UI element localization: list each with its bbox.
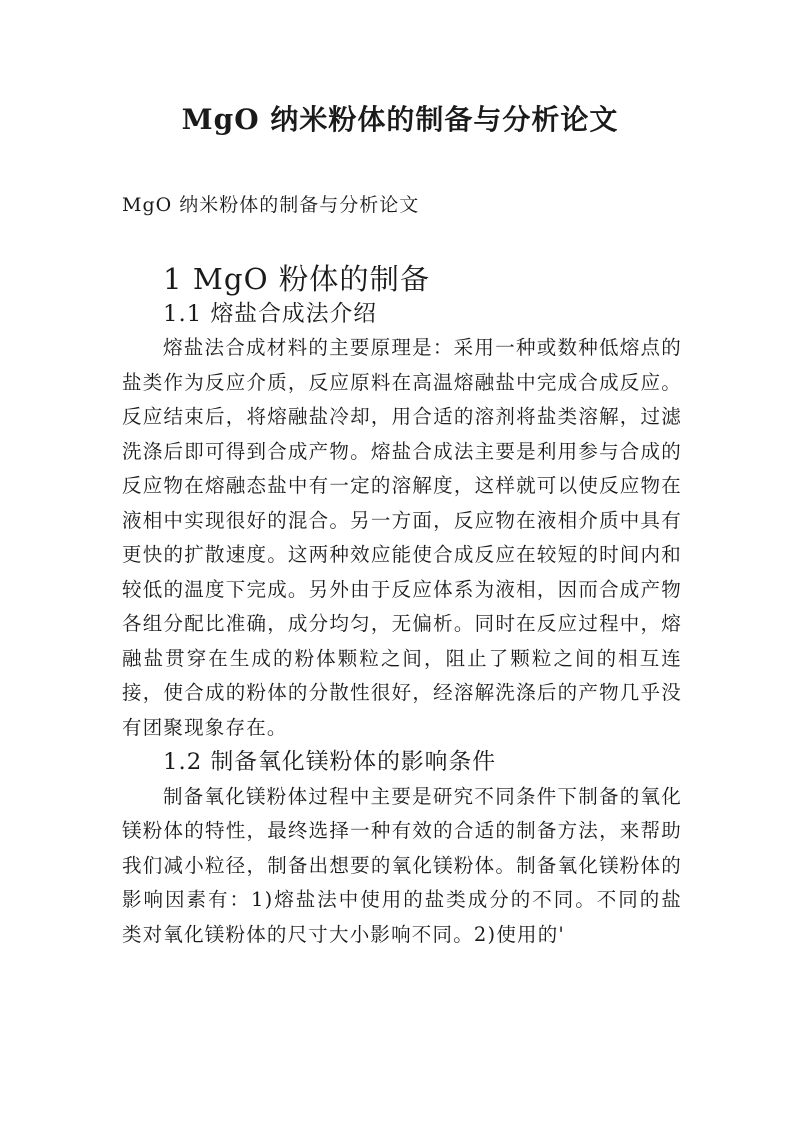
document-title: MgO 纳米粉体的制备与分析论文 xyxy=(181,103,619,136)
paragraph-1-1: 熔盐法合成材料的主要原理是：采用一种或数种低熔点的盐类作为反应介质，反应原料在高温熔融盐中完成合成反应。反应结束后，将熔融盐冷却，用合适的溶剂将盐类溶解，过滤洗涤后即可得到合成产物。熔盐合成法主要是利用参与合成的反应物在熔融态盐中有一定的溶解度，这样就可以使反应物在液相中实现很好的混合。另一方面，反应物在液相介质中具有更快的扩散速度。这两种效应能使合成反应在较短的时间内和较低的温度下完成。另外由于反应体系为液相，因而合成产物各组分配比准确，成分均匀，无偏析。同时在反应过程中，熔融盐贯穿在生成的粉体颗粒之间，阻止了颗粒之间的相互连接，使合成的粉体的分散性很好，经溶解洗涤后的产物几乎没有团聚现象存在。 xyxy=(122,336,682,739)
document-subtitle: MgO 纳米粉体的制备与分析论文 xyxy=(122,194,420,216)
section-heading-1: 1 MgO 粉体的制备 xyxy=(163,262,431,296)
paragraph-1-2: 制备氧化镁粉体过程中主要是研究不同条件下制备的氧化镁粉体的特性，最终选择一种有效的合适的制备方法，来帮助我们减小粒径，制备出想要的氧化镁粉体。制备氧化镁粉体的影响因素有：1)熔盐法中使用的盐类成分的不同。不同的盐类对氧化镁粉体的尺寸大小影响不同。2)使用的' xyxy=(122,784,682,946)
section-heading-1-1: 1.1 熔盐合成法介绍 xyxy=(163,300,378,327)
document-body xyxy=(122,262,682,952)
section-heading-1-2: 1.2 制备氧化镁粉体的影响条件 xyxy=(163,749,497,775)
